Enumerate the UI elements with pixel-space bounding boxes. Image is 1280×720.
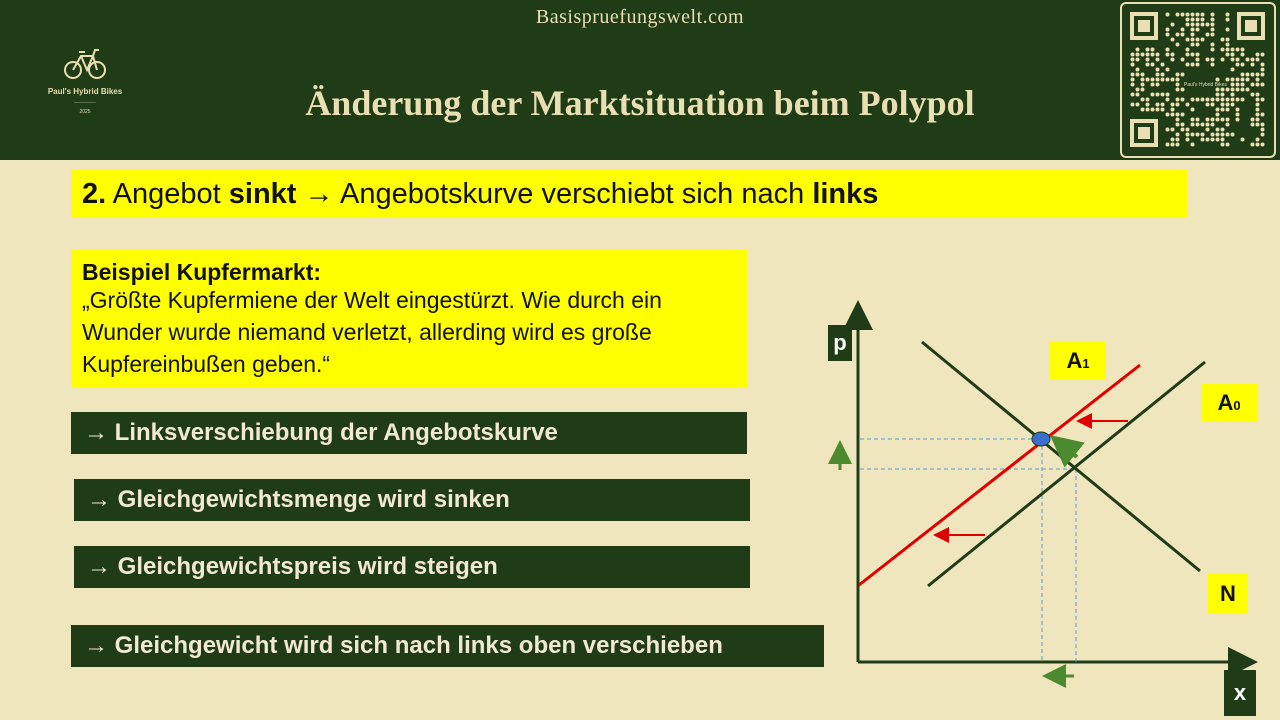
y-axis-label: p: [828, 325, 852, 361]
qr-center-logo: Paul's Hybrid Bikes: [1184, 82, 1227, 88]
headline-number: 2.: [82, 178, 107, 210]
headline-bold1: sinkt: [228, 178, 297, 210]
headline-part1: Angebot: [112, 178, 221, 210]
demand-label: N: [1208, 574, 1248, 614]
example-box: [71, 250, 747, 388]
site-url[interactable]: Basispruefungswelt.com: [535, 6, 745, 28]
supply-new-label: [1050, 342, 1106, 380]
logo-name: Paul's Hybrid Bikes: [47, 87, 123, 96]
example-label: Beispiel Kupfermarkt:: [82, 259, 322, 285]
qr-code[interactable]: [1120, 2, 1276, 158]
x-axis-label: x: [1224, 670, 1256, 716]
page-title: Änderung der Marktsituation beim Polypol: [305, 83, 975, 123]
bicycle-icon: [63, 44, 107, 80]
qr-code-icon: [1122, 4, 1274, 156]
supply-old-letter: A: [1217, 390, 1234, 415]
supply-curve-old: [928, 362, 1205, 586]
supply-old-subscript: 0: [1233, 398, 1241, 413]
supply-curve-new: [859, 365, 1140, 585]
supply-old-label: [1201, 384, 1257, 422]
header-banner: [0, 0, 1280, 160]
supply-new-letter: A: [1066, 348, 1083, 373]
headline-band: [71, 170, 1187, 218]
conclusion-equilibrium: → Gleichgewicht wird sich nach links oben verschieben: [71, 625, 824, 667]
conclusion-price: → Gleichgewichtspreis wird steigen: [74, 546, 750, 588]
logo-year: 2025: [79, 109, 91, 115]
example-quote: „Größte Kupfermiene der Welt eingestürzt. Wie durch ein Wunder wurde niemand verletzt, allerding wird es große Kupfereinbußen geben.“: [82, 287, 662, 377]
logo-tagline: ──────: [74, 100, 96, 106]
headline-bold2: links: [812, 178, 879, 210]
brand-logo: [30, 44, 140, 119]
headline-arrow: →: [304, 178, 334, 210]
conclusion-shift: → Linksverschiebung der Angebotskurve: [71, 412, 747, 454]
conclusion-quantity: → Gleichgewichtsmenge wird sinken: [74, 479, 750, 521]
supply-new-subscript: 1: [1082, 356, 1090, 371]
equilibrium-point: [1032, 432, 1050, 446]
market-diagram: [800, 290, 1280, 720]
headline-part2: Angebotskurve verschiebt sich nach: [339, 178, 805, 210]
